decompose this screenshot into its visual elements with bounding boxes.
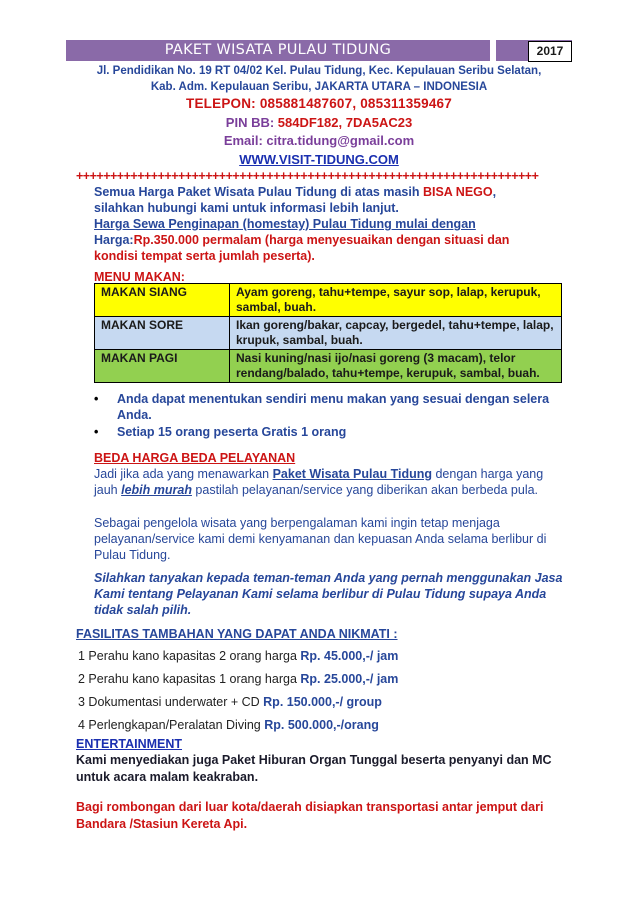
address-line-1: Jl. Pendidikan No. 19 RT 04/02 Kel. Pulau Tidung, Kec. Kepulauan Seribu Selatan, xyxy=(96,65,542,77)
meal-desc: Ikan goreng/bakar, capcay, bergedel, tahu+tempe, lalap, krupuk, sambal, buah. xyxy=(230,317,562,350)
separator-plus-line: ++++++++++++++++++++++++++++++++++++++++++++++++++++++++++++++++++++ xyxy=(76,169,539,183)
fasilitas-item xyxy=(78,649,398,663)
paket-link: Paket Wisata Pulau Tidung xyxy=(272,467,432,481)
intro-line-1 xyxy=(94,184,574,200)
item-text: 4 Perlengkapan/Peralatan Diving xyxy=(78,718,265,732)
fasilitas-title xyxy=(76,626,566,643)
beda-p1a: Jadi jika ada yang menawarkan xyxy=(94,467,273,481)
harga-value: Rp.350.000 permalam xyxy=(133,233,262,247)
beda-paragraph-2: Sebagai pengelola wisata yang berpengalaman kami ingin tetap menjaga pelayanan/service kami demi kenyamanan dan kepuasan Anda selama berlibur di Pulau Tidung. xyxy=(94,516,547,562)
fasilitas-item xyxy=(78,695,382,709)
bisa-nego: BISA NEGO xyxy=(422,185,493,199)
beda-paragraph-3: Silahkan tanyakan kepada teman-teman Anda yang pernah menggunakan Jasa Kami tentang Pelayanan Kami selama berlibur di Pulau Tidung supaya Anda tidak salah pilih. xyxy=(94,571,563,617)
telephone: TELEPON: 085881487607, 085311359467 xyxy=(186,96,452,111)
intro-line-5: kondisi tempat serta jumlah peserta). xyxy=(94,249,315,263)
pin-bb xyxy=(0,115,638,130)
address xyxy=(60,63,578,95)
intro-text xyxy=(94,184,574,264)
lebih-murah: lebih murah xyxy=(121,483,192,497)
bullet-icon: • xyxy=(94,392,99,406)
beda-title xyxy=(94,450,564,466)
intro-line-4 xyxy=(94,232,574,248)
item-price: Rp. 500.000,-/orang xyxy=(264,718,379,732)
intro-l1a: Semua Harga Paket Wisata Pulau Tidung di atas masih xyxy=(94,185,423,199)
pin-value: 584DF182, 7DA5AC23 xyxy=(274,115,413,130)
entertainment-title xyxy=(76,736,566,753)
beda-paragraph-1 xyxy=(94,466,564,498)
pin-label: PIN BB: xyxy=(225,115,275,130)
menu-row-siang xyxy=(95,284,562,317)
intro-l1c: , xyxy=(492,185,497,199)
item-price: Rp. 25.000,-/ jam xyxy=(300,672,399,686)
beda-title-text: BEDA HARGA BEDA PELAYANAN xyxy=(94,451,296,465)
transport-text: Bagi rombongan dari luar kota/daerah disiapkan transportasi antar jemput dari Bandara /Stasiun Kereta Api. xyxy=(76,800,544,831)
fasilitas-item xyxy=(78,718,379,732)
bullet-icon: • xyxy=(94,425,99,439)
email[interactable]: Email: citra.tidung@gmail.com xyxy=(223,133,415,148)
beda-p1c: dengan harga yang xyxy=(432,467,544,481)
item-text: 3 Dokumentasi underwater + CD xyxy=(78,695,264,709)
address-line-2: Kab. Adm. Kepulauan Seribu, JAKARTA UTARA – INDONESIA xyxy=(150,81,488,93)
meal-desc: Ayam goreng, tahu+tempe, sayur sop, lalap, kerupuk, sambal, buah. xyxy=(230,284,562,317)
header-bar xyxy=(66,40,572,61)
meal-name: MAKAN SORE xyxy=(95,317,230,350)
harga-note: (harga menyesuaikan dengan situasi dan xyxy=(261,233,510,247)
item-price: Rp. 45.000,-/ jam xyxy=(300,649,399,663)
fasilitas-item xyxy=(78,672,398,686)
year-badge: 2017 xyxy=(528,41,572,62)
bullet-text: Anda dapat menentukan sendiri menu makan yang sesuai dengan selera Anda. xyxy=(117,392,550,422)
website-link[interactable]: WWW.VISIT-TIDUNG.COM xyxy=(239,152,399,167)
beda-p1d: jauh xyxy=(94,483,122,497)
menu-row-sore xyxy=(95,317,562,350)
fasilitas-title-text: FASILITAS TAMBAHAN YANG DAPAT ANDA NIKMATI : xyxy=(76,627,398,641)
meal-name: MAKAN SIANG xyxy=(95,284,230,317)
page-title: PAKET WISATA PULAU TIDUNG xyxy=(66,40,490,61)
menu-table xyxy=(94,283,562,383)
beda-p1f: pastilah pelayanan/service yang diberikan akan berbeda pula. xyxy=(191,483,539,497)
meal-name: MAKAN PAGI xyxy=(95,350,230,383)
meal-desc: Nasi kuning/nasi ijo/nasi goreng (3 macam), telor rendang/balado, tahu+tempe, kerupuk, sambal, buah. xyxy=(230,350,562,383)
item-text: 1 Perahu kano kapasitas 2 orang harga xyxy=(78,649,301,663)
intro-line-3: Harga Sewa Penginapan (homestay) Pulau Tidung mulai dengan xyxy=(94,217,476,231)
menu-row-pagi xyxy=(95,350,562,383)
bullet-text: Setiap 15 orang peserta Gratis 1 orang xyxy=(117,425,347,439)
entertainment-text: Kami menyediakan juga Paket Hiburan Organ Tunggal beserta penyanyi dan MC untuk acara malam keakraban. xyxy=(76,753,552,784)
entertainment-title-text: ENTERTAINMENT xyxy=(76,737,183,751)
intro-line-2: silahkan hubungi kami untuk informasi lebih lanjut. xyxy=(94,201,399,215)
item-text: 2 Perahu kano kapasitas 1 orang harga xyxy=(78,672,301,686)
item-price: Rp. 150.000,-/ group xyxy=(263,695,382,709)
menu-title: MENU MAKAN: xyxy=(94,270,185,284)
harga-label: Harga: xyxy=(94,233,134,247)
